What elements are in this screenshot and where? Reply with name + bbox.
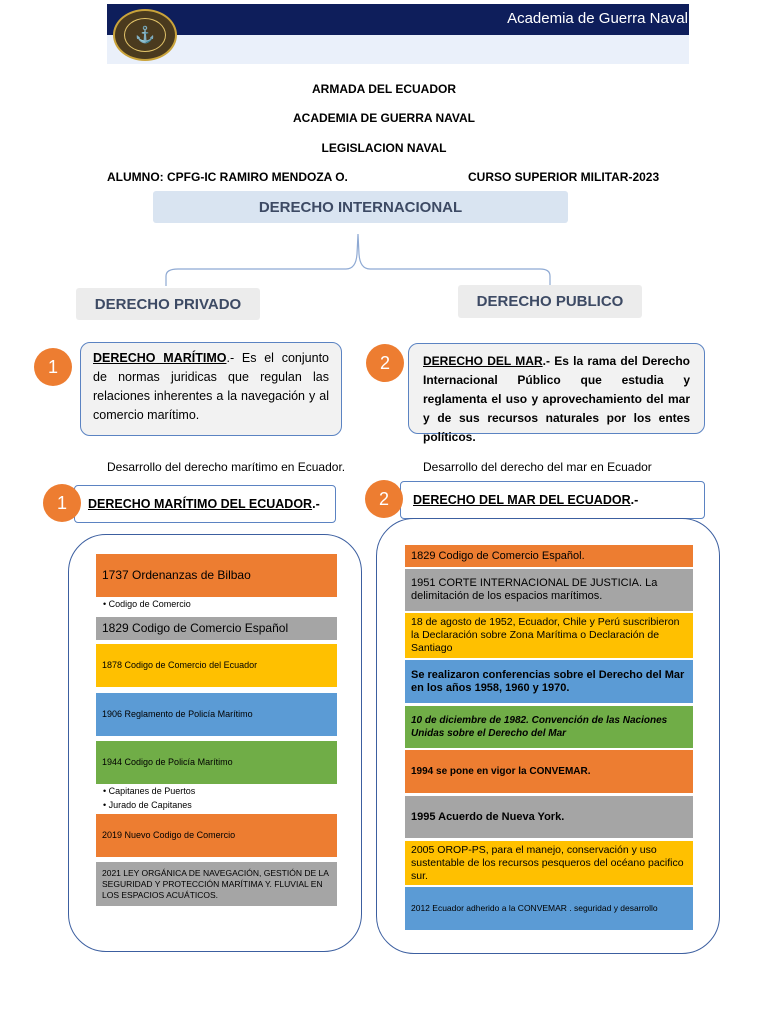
timeline-item: 1737 Ordenanzas de Bilbao	[96, 554, 337, 597]
bullet-text: Codigo de Comercio	[108, 599, 191, 609]
timeline-item: 1829 Codigo de Comercio Español.	[405, 545, 693, 567]
timeline-item: 10 de diciembre de 1982. Convención de las Naciones Unidas sobre el Derecho del Mar	[405, 706, 693, 748]
number-badge-section-2: 2	[365, 480, 403, 518]
timeline-item: 1906 Reglamento de Policía Marítimo	[96, 693, 337, 736]
course-name: CURSO SUPERIOR MILITAR-2023	[468, 170, 660, 184]
definition-mar-term: DERECHO DEL MAR	[423, 354, 543, 368]
number-badge-1: 1	[34, 348, 72, 386]
main-title: DERECHO INTERNACIONAL	[258, 198, 463, 216]
timeline-item: 1878 Codigo de Comercio del Ecuador	[96, 644, 337, 687]
header-line-3: LEGISLACION NAVAL	[321, 141, 447, 155]
section-maritimo-suffix: .-	[312, 497, 320, 511]
definition-maritimo	[80, 342, 342, 436]
bullet-item: • Jurado de Capitanes	[103, 800, 192, 810]
definition-mar-text: .- Es la rama del Derecho Internacional Público que estudia y reglamenta el uso y aprovechamiento del mar y de sus recursos naturales por los entes políticos.	[423, 354, 690, 444]
section-maritimo-ecuador	[74, 485, 336, 523]
subtitle-maritimo: Desarrollo del derecho marítimo en Ecuador.	[107, 460, 346, 474]
timeline-item: 2012 Ecuador adherido a la CONVEMAR . seguridad y desarrollo	[405, 887, 693, 930]
bullet-text: Capitanes de Puertos	[108, 786, 196, 796]
section-mar-suffix: .-	[630, 493, 639, 507]
bullet-text: Jurado de Capitanes	[108, 800, 192, 810]
number-badge-2: 2	[366, 344, 404, 382]
definition-maritimo-term: DERECHO MARÍTIMO	[93, 351, 227, 365]
banner-bottom	[107, 35, 689, 64]
seal-logo	[113, 9, 177, 61]
timeline-item: 1995 Acuerdo de Nueva York.	[405, 796, 693, 838]
timeline-item: 2021 LEY ORGÁNICA DE NAVEGACIÓN, GESTIÓN DE LA SEGURIDAD Y PROTECCIÓN MARÍTIMA Y. FLUVIAL EN LOS ESPACIOS ACUÁTICOS.	[96, 862, 337, 906]
timeline-item: 1994 se pone en vigor la CONVEMAR.	[405, 750, 693, 793]
timeline-item: Se realizaron conferencias sobre el Derecho del Mar en los años 1958, 1960 y 1970.	[405, 660, 693, 703]
timeline-item: 2019 Nuevo Codigo de Comercio	[96, 814, 337, 857]
bullet-item: • Codigo de Comercio	[103, 599, 191, 609]
section-mar-term: DERECHO DEL MAR DEL ECUADOR	[413, 493, 631, 507]
branch-publico	[458, 285, 642, 318]
header-line-2: ACADEMIA DE GUERRA NAVAL	[293, 111, 475, 125]
section-maritimo-term: DERECHO MARÍTIMO DEL ECUADOR	[88, 497, 313, 511]
timeline-item: 1829 Codigo de Comercio Español	[96, 617, 337, 640]
section-mar-ecuador	[400, 481, 705, 519]
banner-title: Academia de Guerra Naval	[507, 10, 688, 27]
branch-publico-label: DERECHO PUBLICO	[476, 293, 624, 310]
branch-privado	[76, 288, 260, 320]
brace-connector	[160, 232, 560, 288]
timeline-item: 18 de agosto de 1952, Ecuador, Chile y Perú suscribieron la Declaración sobre Zona Marítima o Declaración de Santiago	[405, 613, 693, 658]
subtitle-mar: Desarrollo del derecho del mar en Ecuador	[423, 460, 652, 474]
timeline-item: 2005 OROP-PS, para el manejo, conservación y uso sustentable de los recursos pesqueros del océano pacifico sur.	[405, 841, 693, 885]
header-line-1: ARMADA DEL ECUADOR	[312, 82, 456, 96]
definition-maritimo-text: .- Es el conjunto de normas juridicas que regulan las relaciones inherentes a la navegación y al comercio marítimo.	[93, 351, 329, 422]
number-badge-section-1: 1	[43, 484, 81, 522]
student-name: ALUMNO: CPFG-IC RAMIRO MENDOZA O.	[107, 170, 348, 184]
timeline-item: 1951 CORTE INTERNACIONAL DE JUSTICIA. La delimitación de los espacios marítimos.	[405, 569, 693, 611]
branch-privado-label: DERECHO PRIVADO	[94, 295, 242, 313]
main-title-box	[153, 191, 568, 223]
bullet-item: • Capitanes de Puertos	[103, 786, 196, 796]
timeline-item: 1944 Codigo de Policía Marítimo	[96, 741, 337, 784]
anchor-icon: ⚓	[124, 18, 166, 52]
definition-mar	[408, 343, 705, 444]
